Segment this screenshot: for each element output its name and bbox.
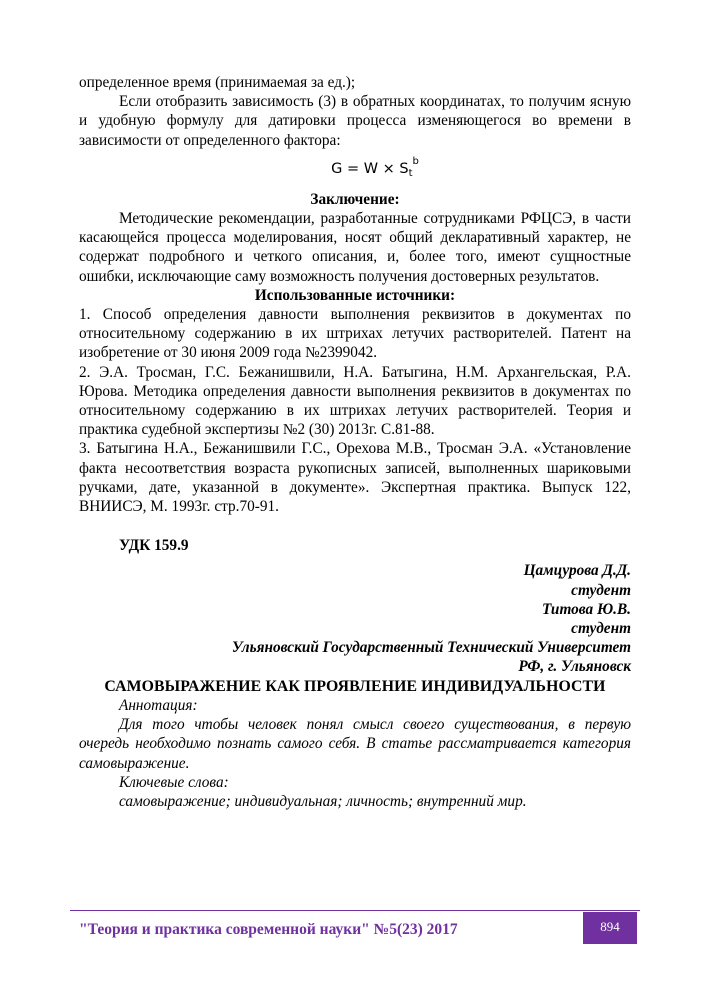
annotation-text: Для того чтобы человек понял смысл своего существования, в первую очередь необходимо познать самого себя. В статье рассматривается категория самовыражение. xyxy=(79,716,631,772)
paragraph-continuation: определенное время (принимаемая за ед.); xyxy=(79,74,356,91)
sources-heading: Использованные источники: xyxy=(254,286,456,304)
page-content xyxy=(79,73,631,811)
affiliation: Ульяновский Государственный Технический Университет xyxy=(231,639,631,657)
keywords-label: Ключевые слова: xyxy=(119,773,229,791)
article-title: САМОВЫРАЖЕНИЕ КАК ПРОЯВЛЕНИЕ ИНДИВИДУАЛЬНОСТИ xyxy=(104,677,606,695)
udk-code: УДК 159.9 xyxy=(119,537,189,555)
annotation-label: Аннотация: xyxy=(119,696,198,714)
source-item-2: 2. Э.А. Тросман, Г.С. Бежанишвили, Н.А. Батыгина, Н.М. Архангельская, Р.А. Юрова. Методика определения давности выполнения реквизитов в документах по относительному содержанию в их штрихах летучих растворителей. Теория и практика судебной экспертизы №2 (30) 2013г. С.81-88. xyxy=(79,363,631,439)
author-2-role: студент xyxy=(571,620,631,638)
journal-footer: "Теория и практика современной науки" №5(23) 2017 xyxy=(79,921,458,938)
footer-divider xyxy=(70,910,640,911)
formula-superscript: b xyxy=(412,155,419,167)
formula-main: G = W × S xyxy=(331,160,409,177)
source-item-1: 1. Способ определения давности выполнения реквизитов в документах по относительному содержанию в их штрихах летучих растворителей. Патент на изобретение от 30 июня 2009 года №2399042. xyxy=(79,306,631,362)
formula xyxy=(79,151,631,179)
conclusion-text: Методические рекомендации, разработанные сотрудниками РФЦСЭ, в части касающейся процесса моделирования, носят общий декларативный характер, не содержат подробного и четкого описания, и, более того, имеют сущностные ошибки, исключающие саму возможность получения достоверных результатов. xyxy=(79,210,631,285)
author-1-role: студент xyxy=(571,581,631,599)
paragraph-inverse-coordinates: Если отобразить зависимость (3) в обратных координатах, то получим ясную и удобную формулу для датировки процесса изменяющегося во времени в зависимости от определенного фактора: xyxy=(79,93,631,149)
formula-subscript: t xyxy=(408,167,413,179)
source-item-3: 3. Батыгина Н.А., Бежанишвили Г.С., Орехова М.В., Тросман Э.А. «Установление факта несоответствия возраста рукописных записей, выполненных шариковыми ручками, дате, указанной в документе». Экспертная практика. Выпуск 122, ВНИИСЭ, М. 1993г. стр.70-91. xyxy=(79,440,631,516)
author-2-name: Титова Ю.В. xyxy=(541,600,631,618)
conclusion-heading: Заключение: xyxy=(310,190,400,208)
keywords-text: самовыражение; индивидуальная; личность; внутренний мир. xyxy=(119,792,527,810)
page-number: 894 xyxy=(583,912,637,944)
location: РФ, г. Ульяновск xyxy=(518,658,631,676)
author-1-name: Цамцурова Д.Д. xyxy=(523,562,631,580)
